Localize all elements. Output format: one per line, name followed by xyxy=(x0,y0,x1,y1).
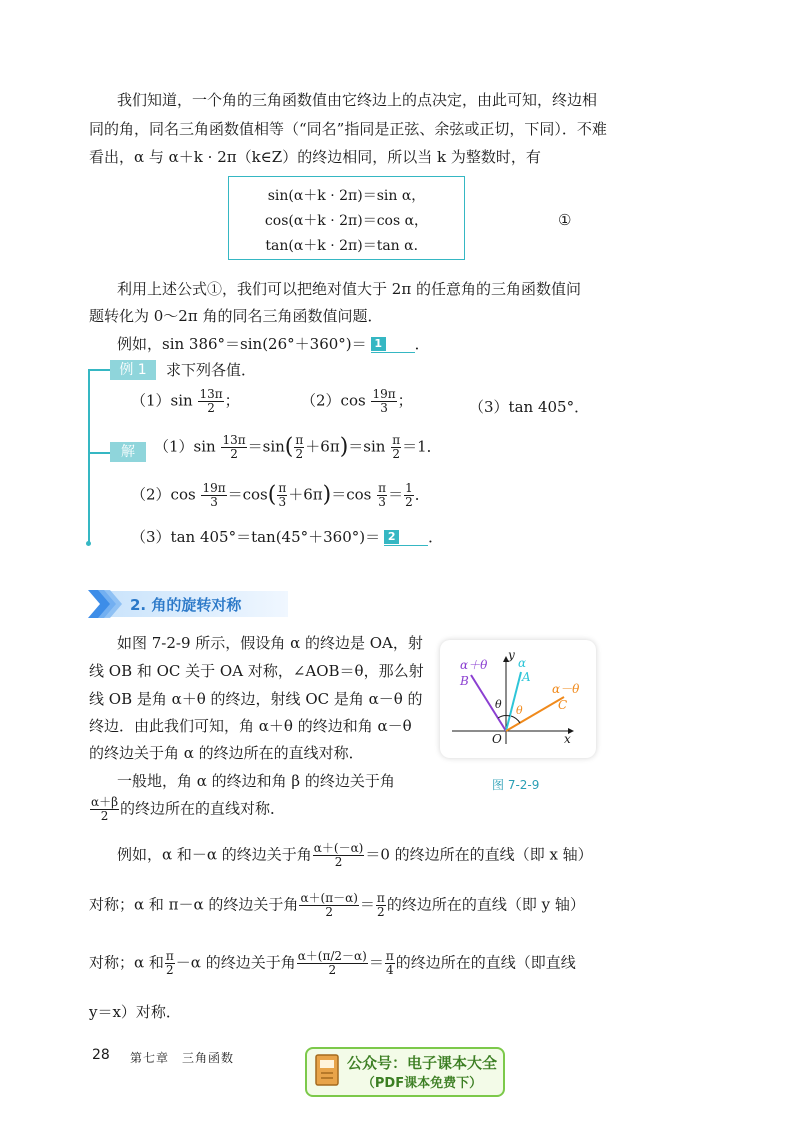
label-alpha: α xyxy=(518,656,527,670)
numerator: π xyxy=(278,481,287,495)
formula-tan: tan(α＋k · 2π)＝tan α． xyxy=(265,238,428,254)
section-banner xyxy=(88,588,288,620)
fraction xyxy=(385,950,395,977)
chapter-title: 第七章 三角函数 xyxy=(130,1051,235,1065)
label-c: C xyxy=(558,698,568,712)
ray-oa xyxy=(506,672,521,731)
numerator: 1 xyxy=(405,481,413,495)
denominator: 2 xyxy=(377,905,385,919)
label-alpha-plus-theta: α＋θ xyxy=(460,658,488,672)
fraction xyxy=(376,892,386,919)
para4-l1-b: ＝0 的终边所在的直线（即 x 轴） xyxy=(365,845,593,864)
formula-marker: ① xyxy=(558,211,572,229)
blank-number: 2 xyxy=(384,530,399,544)
answer-blank-1[interactable] xyxy=(371,338,415,353)
fraction xyxy=(294,434,304,461)
para4-line1 xyxy=(117,842,593,869)
formula-sin: sin(α＋k · 2π)＝sin α， xyxy=(267,188,426,204)
bracket-end-dot xyxy=(86,541,91,546)
para1-line3: 看出，α 与 α＋k · 2π（k∈Z）的终边相同，所以当 k 为整数时，有 xyxy=(89,148,541,166)
numerator: α＋(π－α) xyxy=(300,891,358,905)
label-b: B xyxy=(460,674,469,688)
numerator: π xyxy=(378,481,387,495)
label-theta-2: θ xyxy=(516,704,523,717)
example-intro: 例如，sin 386°＝sin(26°＋360°)＝ xyxy=(117,335,367,353)
s2-eq-cos: ＝cos xyxy=(227,485,268,504)
example-bracket-line xyxy=(88,370,90,545)
denominator: 3 xyxy=(278,495,287,509)
denominator: 2 xyxy=(207,401,215,415)
figure-card xyxy=(440,640,596,758)
para3-line1: 如图 7-2-9 所示，假设角 α 的终边是 OA，射 xyxy=(117,634,423,652)
s2-eq-cos2: ＝cos xyxy=(331,485,372,504)
denominator: 4 xyxy=(385,963,394,977)
example-bracket-top xyxy=(88,369,110,371)
numerator: α＋β xyxy=(91,795,119,809)
numerator: 13π xyxy=(199,387,223,401)
para4-line2 xyxy=(89,892,585,919)
denominator: 2 xyxy=(295,447,304,461)
numerator: α＋(－α) xyxy=(313,841,364,855)
denominator: 2 xyxy=(230,447,238,461)
para4-l3-e: 的终边所在的直线（即直线 xyxy=(395,953,576,972)
denominator: 2 xyxy=(334,855,343,869)
angle-arc-2 xyxy=(511,716,520,723)
angle-arc-1 xyxy=(498,716,510,718)
period: ． xyxy=(414,335,430,353)
para2-line3 xyxy=(117,334,430,354)
numerator: π xyxy=(392,433,401,447)
fraction xyxy=(198,388,223,415)
para3-line5: 的终边关于角 α 的终边所在的直线对称． xyxy=(89,744,364,762)
s1-plus: ＋6π xyxy=(305,437,340,456)
para4-l2-c: 的终边所在的直线（即 y 轴） xyxy=(386,895,585,914)
denominator: 2 xyxy=(166,963,174,977)
para3-line3: 线 OB 是角 α＋θ 的终边，射线 OC 是角 α－θ 的 xyxy=(89,690,423,708)
fraction xyxy=(221,434,246,461)
para1-line1: 我们知道，一个角的三角函数值由它终边上的点决定，由此可知，终边相 xyxy=(117,91,598,109)
label-y: y xyxy=(508,648,515,662)
s1-prefix: （1）sin xyxy=(154,437,216,456)
para3-line2: 线 OB 和 OC 关于 OA 对称，∠AOB＝θ，那么射 xyxy=(89,662,424,680)
fraction xyxy=(297,950,368,977)
solution-line1: （1）sin $\frac{13\pi}{2}$ ＝sin( $\frac{\pi}{2}$ ＋6π)＝sin $\frac{\pi}{2}$ ＝1． xyxy=(154,433,442,461)
label-theta-1: θ xyxy=(495,698,502,711)
para4-l3-a: 对称；α 和 xyxy=(89,953,164,972)
denominator: 3 xyxy=(210,495,218,509)
fraction xyxy=(165,950,175,977)
denominator: 2 xyxy=(325,905,333,919)
numerator: π xyxy=(295,433,304,447)
s1-eq-sin: ＝sin xyxy=(247,437,285,456)
label-origin: O xyxy=(492,732,502,746)
semicolon: ； xyxy=(397,391,413,410)
para3-line4: 终边．由此我们可知，角 α＋θ 的终边和角 α－θ xyxy=(89,717,412,735)
para4-line3 xyxy=(89,950,576,977)
denominator: 2 xyxy=(392,447,400,461)
fraction xyxy=(391,434,401,461)
numerator: π xyxy=(165,949,174,963)
semicolon: ； xyxy=(224,391,240,410)
solution-line2: （2）cos $\frac{19\pi}{3}$ ＝cos( $\frac{\pi}{3}$ ＋6π)＝cos $\frac{\pi}{3}$ ＝ $\frac{1}{2}$ ． xyxy=(131,481,430,509)
solution-bracket-top xyxy=(88,452,110,454)
para3-line6: 一般地，角 α 的终边和角 β 的终边关于角 xyxy=(117,772,395,790)
example-tag: 例 1 xyxy=(110,360,156,380)
book-icon xyxy=(313,1053,343,1089)
s3-text: （3）tan 405°＝tan(45°＋360°)＝ xyxy=(131,528,381,546)
example-q1 xyxy=(131,388,240,415)
para4-line4: y＝x）对称． xyxy=(89,1003,181,1021)
numerator: π xyxy=(385,949,394,963)
watermark-line2: （PDF课本免费下） xyxy=(361,1076,483,1091)
fraction xyxy=(377,482,387,509)
fraction xyxy=(313,842,365,869)
para4-l2-b: ＝ xyxy=(359,895,375,914)
denominator: 2 xyxy=(405,495,413,509)
para4-l2-a: 对称；α 和 π－α 的终边关于角 xyxy=(89,895,299,914)
para4-l3-c: ＝ xyxy=(368,953,384,972)
s2-plus: ＋6π xyxy=(288,485,323,504)
solution-tag: 解 xyxy=(110,442,146,462)
solution-line3 xyxy=(131,527,443,547)
watermark-line1: 公众号：电子课本大全 xyxy=(347,1054,498,1072)
numerator: 19π xyxy=(202,481,226,495)
ray-oc xyxy=(506,697,564,731)
section-title: 2. 角的旋转对称 xyxy=(130,596,242,614)
fraction xyxy=(299,892,358,919)
q1-prefix: （1）sin xyxy=(131,391,193,410)
watermark-badge xyxy=(305,1047,505,1097)
denominator: 3 xyxy=(380,401,388,415)
s1-eq-sin2: ＝sin xyxy=(348,437,386,456)
para3-line7-text: 的终边所在的直线对称． xyxy=(120,799,286,818)
fraction xyxy=(277,482,287,509)
answer-blank-2[interactable] xyxy=(384,531,428,546)
s2-prefix: （2）cos xyxy=(131,485,196,504)
blank-number: 1 xyxy=(371,337,386,351)
numerator: α＋(π/2－α) xyxy=(297,949,367,963)
example-q2 xyxy=(301,388,413,415)
fraction xyxy=(404,482,414,509)
s2-eq: ＝ xyxy=(388,485,404,504)
formula-box xyxy=(228,176,465,260)
figure-caption: 图 7-2-9 xyxy=(492,778,540,792)
s1-result: ＝1． xyxy=(402,437,442,456)
para4-l3-b: －α 的终边关于角 xyxy=(175,953,296,972)
para2-line1: 利用上述公式①，我们可以把绝对值大于 2π 的任意角的三角函数值问 xyxy=(117,280,581,298)
period: ． xyxy=(428,528,444,546)
period: ． xyxy=(414,485,430,504)
fraction xyxy=(371,388,396,415)
denominator: 2 xyxy=(328,963,337,977)
denominator: 3 xyxy=(378,495,386,509)
fraction xyxy=(90,796,119,823)
numerator: π xyxy=(376,891,385,905)
label-a: A xyxy=(522,670,531,684)
label-x: x xyxy=(564,732,571,746)
example-prompt: 求下列各值． xyxy=(166,361,257,379)
para1-line2: 同的角，同名三角函数值相等（“同名”指同是正弦、余弦或正切，下同）．不难 xyxy=(89,120,607,138)
para2-line2: 题转化为 0～2π 角的同名三角函数值问题． xyxy=(89,307,383,325)
example-q3: （3）tan 405°． xyxy=(469,398,590,416)
para4-l1-a: 例如，α 和－α 的终边关于角 xyxy=(117,845,312,864)
numerator: 19π xyxy=(372,387,396,401)
denominator: 2 xyxy=(100,809,109,823)
q2-prefix: （2）cos xyxy=(301,391,366,410)
numerator: 13π xyxy=(222,433,246,447)
formula-cos: cos(α＋k · 2π)＝cos α， xyxy=(264,213,429,229)
fraction xyxy=(201,482,226,509)
label-alpha-minus-theta: α－θ xyxy=(552,682,580,696)
page-number: 28 xyxy=(92,1047,110,1063)
para3-line7 xyxy=(89,796,285,823)
